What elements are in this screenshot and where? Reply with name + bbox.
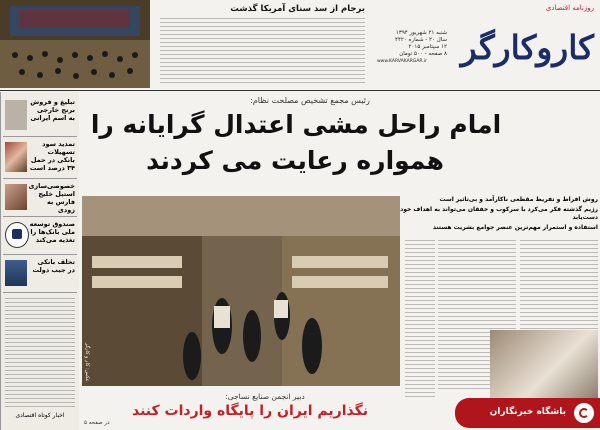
- bank-logo-icon: [5, 222, 29, 248]
- top-story-headline: برجام از سد سنای آمریکا گذشت: [230, 4, 365, 14]
- masthead-tagline: روزنامه اقتصادی: [545, 4, 594, 12]
- lead-bullet: رژیم گذشته فکر می‌کرد با سرکوب و خفقان می‌تواند به اهداف خود دست‌یابد: [400, 206, 598, 221]
- lead-bullets: [400, 196, 598, 232]
- sidebar: [0, 92, 79, 430]
- photo-story-page-ref: در صفحه ۵: [84, 420, 110, 426]
- sidebar-item-text: خصوصی‌سازی استیل خلیج فارس به زودی: [28, 182, 75, 214]
- sidebar-item: [3, 218, 77, 255]
- sidebar-body-text: [5, 298, 75, 408]
- lead-headline-line1: امام راحل مشی اعتدال گرایانه را: [90, 110, 502, 139]
- sidebar-item-text: تبلیغ و فروش برنج خارجی به اسم ایرانی: [30, 98, 75, 122]
- sidebar-item: [3, 96, 77, 137]
- photo-story-kicker: دبیر انجمن صنایع نساجی:: [225, 392, 305, 401]
- date-line: شنبه ۲۱ شهریور ۱۳۹۴: [395, 30, 447, 36]
- website-line: www.KARVAKARGAR.ir: [377, 59, 427, 64]
- sidebar-item: [3, 138, 77, 179]
- sidebar-item-text: تخلف بانکی در جیب دولت: [32, 258, 75, 274]
- sidebar-thumb: [5, 260, 27, 286]
- senate-photo-art: [0, 0, 150, 88]
- sidebar-bottom-label: اخبار کوتاه اقتصادی: [15, 412, 65, 419]
- sidebar-item: [3, 180, 77, 217]
- masthead-rule: [0, 90, 600, 91]
- watermark-badge: [455, 398, 600, 428]
- gregorian-date-line: ۱۲ سپتامبر ۲۰۱۵: [408, 44, 447, 50]
- sidebar-item-text: صندوق توسعه ملی بانک‌ها را تغذیه می‌کند: [29, 220, 75, 244]
- sidebar-thumb: [5, 100, 27, 130]
- market-photo: [82, 196, 400, 386]
- senate-photo: [0, 0, 150, 88]
- watermark-text: باشگاه خبرنگاران: [489, 407, 566, 417]
- photo-credit: عکس: کار و کارگر: [84, 343, 90, 382]
- watermark-logo-icon: [572, 401, 596, 425]
- issue-line: سال ۲۰ - شماره ۴۴۲۰: [394, 37, 447, 43]
- masthead-logo: کاروکارگر: [460, 28, 594, 67]
- sidebar-item: [3, 256, 77, 293]
- sidebar-thumb: [5, 142, 27, 172]
- sidebar-item-text: تمدید سود تسهیلات بانکی در حمل ۳۴ درصد است: [29, 140, 75, 172]
- masthead-date-block: [377, 30, 447, 65]
- lead-kicker: رئیس مجمع تشخیص مصلحت نظام:: [250, 96, 370, 105]
- photo-story-headline: نگذاریم ایران را پایگاه واردات کنند: [131, 403, 369, 419]
- lead-bullet: استفاده و استمرار مهم‌ترین عنصر جوامع بشریت هستند: [432, 224, 598, 231]
- sidebar-thumb: [5, 184, 27, 210]
- market-photo-art: [82, 196, 400, 386]
- masthead: [375, 0, 600, 90]
- price-line: ۸ صفحه - ۵۰۰ تومان: [399, 51, 447, 57]
- lead-bullet: روش افراط و تفریط مقطعی ناکارآمد و بی‌تاثیر است: [439, 196, 598, 203]
- lead-headline-line2: همواره رعایت می کردند: [146, 146, 444, 175]
- top-story-body: [160, 18, 365, 86]
- middle-body-column: [405, 240, 435, 400]
